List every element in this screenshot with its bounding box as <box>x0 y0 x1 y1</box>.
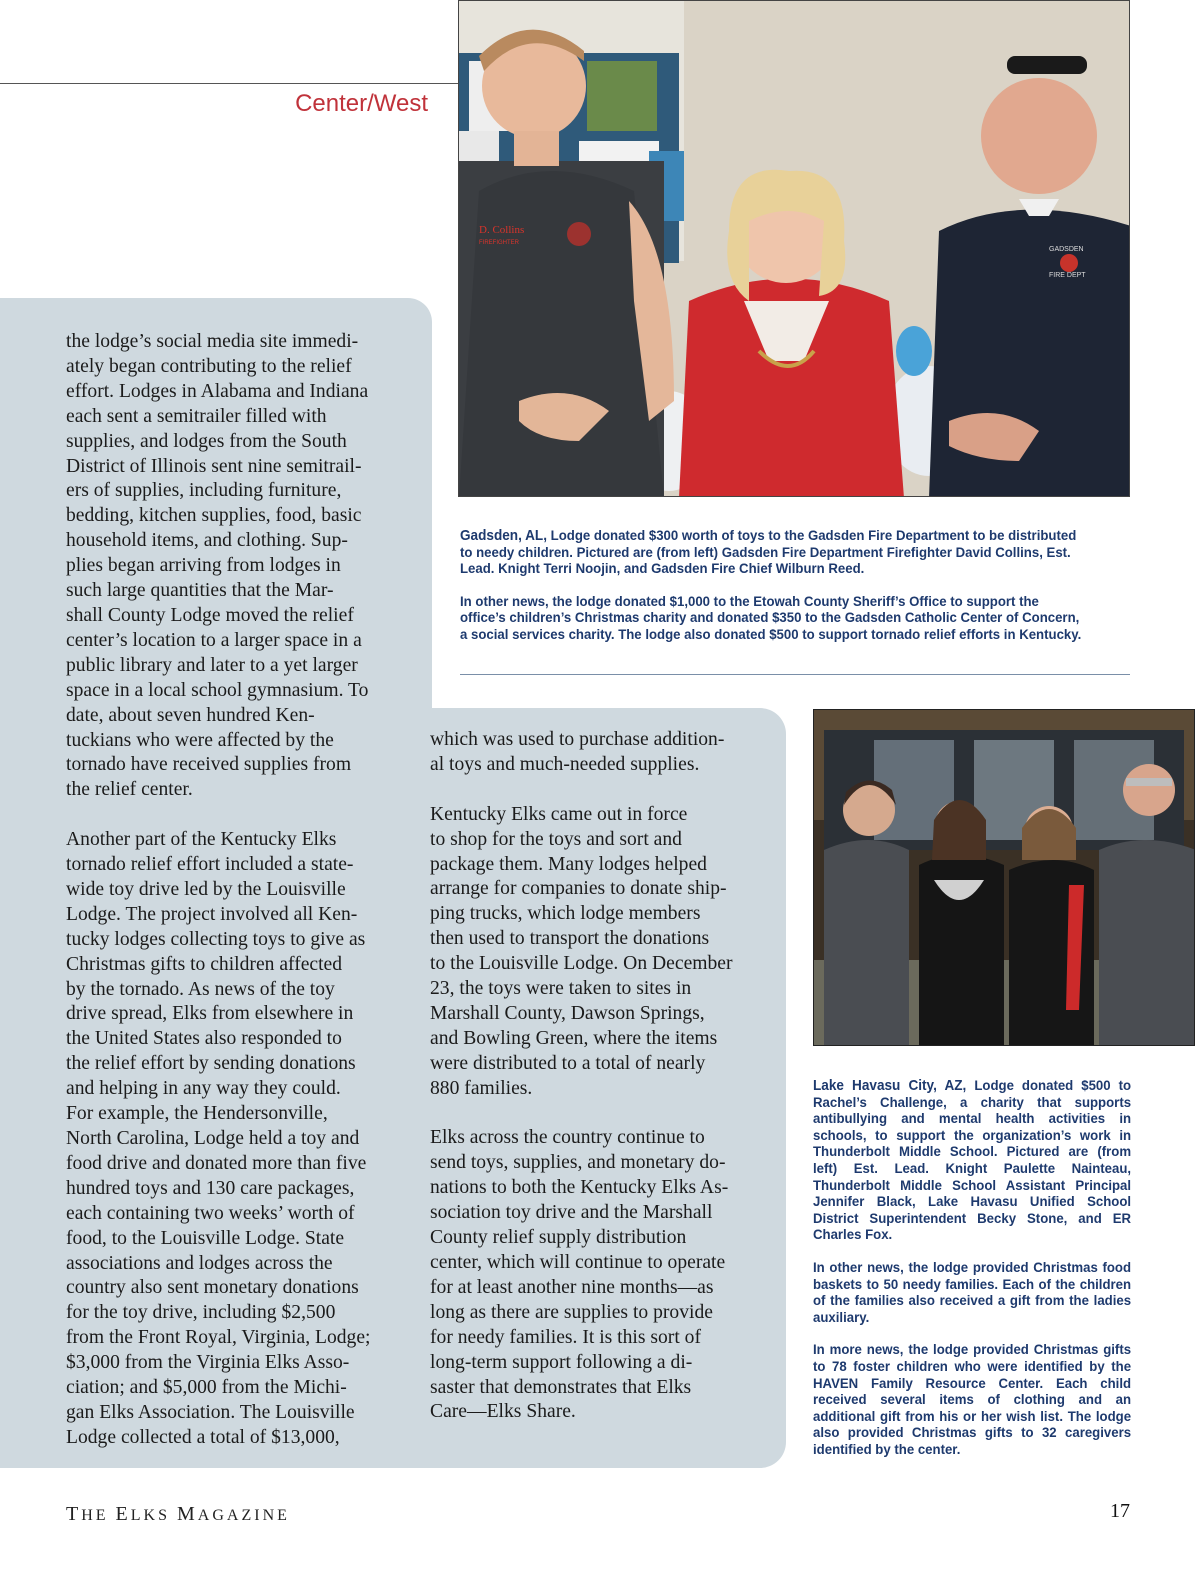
title-rest: HE <box>81 1507 116 1524</box>
section-label: Center/West <box>295 90 428 117</box>
caption-lake-havasu <box>813 1078 1131 1474</box>
title-initial: T <box>66 1503 82 1525</box>
page-number: 17 <box>1110 1500 1130 1522</box>
caption-text: Lodge donated $300 worth of toys to the Gadsden Fire Department to be distributed to needy children. Pictured are (from left) Gadsden Fire Department Firefighter David Collins, Est. Lead. Knight Terri Noojin, and Gadsden Fire Chief Wilburn Reed. <box>460 528 1077 578</box>
title-rest: AGAZINE <box>197 1507 290 1524</box>
fire-emblem-icon <box>567 222 591 246</box>
paragraph: Elks across the country continue to send toys, supplies, and monetary do- nations to both the Kentucky Elks As- sociation toy drive and the Marshall County relief supply distribution center, which will continue to operate for at least another nine months—as long as there are supplies to provide for needy families. It is this sort of long-term support following a di- saster that demonstrates that Elks Care—Elks Share. <box>430 1127 729 1423</box>
caption-paragraph: In other news, the lodge provided Christmas food baskets to 50 needy families. Each of the children of the families also received a gift from the ladies auxiliary. <box>813 1259 1132 1326</box>
title-rest: LKS <box>130 1507 177 1524</box>
shirt-dept-right: GADSDEN <box>1049 246 1084 253</box>
photo-lake-havasu <box>813 709 1195 1046</box>
photo-gadsden-illustration <box>459 1 1130 497</box>
paragraph: the lodge’s social media site immedi- ately began contributing to the relief effort. Lodges in Alabama and Indiana each sent a semitrailer filled with supplies, and lodges from the South District of Illinois sent nine semitrail- ers of supplies, including furniture, bedding, kitchen supplies, food, basic household items, and clothing. Sup- plies began arriving from lodges in such large quantities that the Mar- shall County Lodge moved the relief center’s location to a larger space in a public library and later to a yet larger space in a local school gymnasium. To date, about seven hundred Ken- tuckians who were affected by the tornado have received supplies from the relief center. <box>66 331 369 801</box>
caption-place: Gadsden, AL, <box>460 528 547 544</box>
fire-badge-icon <box>1060 254 1078 272</box>
title-initial: M <box>177 1503 198 1525</box>
shirt-name-left: D. Collins <box>479 224 525 236</box>
magazine-title <box>66 1503 290 1526</box>
caption-place: Lake Havasu City, AZ, <box>813 1078 967 1094</box>
article-column-1 <box>66 330 426 1476</box>
header-rule <box>0 83 462 84</box>
paragraph: Another part of the Kentucky Elks tornado relief effort included a state- wide toy drive led by the Louisville Lodge. The project involved all Ken- tucky lodges collecting toys to give as Christmas gifts to children affected by the tornado. As news of the toy drive spread, Elks from elsewhere in the United States also responded to the relief effort by sending donations and helping in any way they could. For example, the Hendersonville, North Carolina, Lodge held a toy and food drive and donated more than five hundred toys and 130 care packages, each containing two weeks’ worth of food, to the Louisville Lodge. State associations and lodges across the country also sent monetary donations for the toy drive, including $2,500 from the Front Royal, Virginia, Lodge; $3,000 from the Virginia Elks Asso- ciation; and $5,000 from the Michi- gan Elks Association. The Louisville Lodge collected a total of $13,000, <box>66 829 371 1448</box>
caption-paragraph <box>813 1078 1131 1244</box>
caption-text: Lodge donated $500 to Rachel’s Challenge, a charity that supports antibullying and mental health activities in schools, to support the organization’s work in Thunderbolt Middle School. Pictured are (from left) Est. Lead. Knight Paulette Nainteau, Thunderbolt Middle School Assistant Principal Jennifer Black, Lake Havasu Unified School District Superintendent Becky Stone, and ER Charles Fox. <box>813 1078 1132 1244</box>
caption-paragraph: In other news, the lodge donated $1,000 to the Etowah County Sheriff’s Office to support the office’s children’s Christmas charity and donated $350 to the Gadsden Catholic Center of Concern, a social services charity. The lodge also donated $500 to support tornado relief efforts in Kentucky. <box>460 593 1082 643</box>
shirt-title-left: FIREFIGHTER <box>479 240 519 246</box>
paragraph: Kentucky Elks came out in force to shop for the toys and sort and package them. Many lodges helped arrange for companies to donate ship- ping trucks, which lodge members then used to transport the donations to the Louisville Lodge. On December 23, the toys were taken to sites in Marshall County, Dawson Springs, and Bowling Green, where the items were distributed to a total of nearly 880 families. <box>430 803 733 1099</box>
shirt-dept-sub-right: FIRE DEPT <box>1049 272 1086 279</box>
caption-paragraph <box>460 528 1085 578</box>
title-initial: E <box>115 1503 131 1525</box>
photo-gadsden <box>458 0 1130 497</box>
photo-lake-havasu-illustration <box>814 710 1195 1046</box>
caption-paragraph: In more news, the lodge provided Christmas gifts to 78 foster children who were identified by the HAVEN Family Resource Center. Each child received several items of clothing and an additional gift from his or her wish list. The lodge also provided Christmas gifts to 32 caregivers identified by the center. <box>813 1342 1132 1458</box>
caption-divider <box>460 674 1130 675</box>
caption-gadsden <box>460 528 1085 660</box>
paragraph: which was used to purchase addition- al toys and much-needed supplies. <box>430 729 725 775</box>
article-column-2 <box>430 728 775 1450</box>
